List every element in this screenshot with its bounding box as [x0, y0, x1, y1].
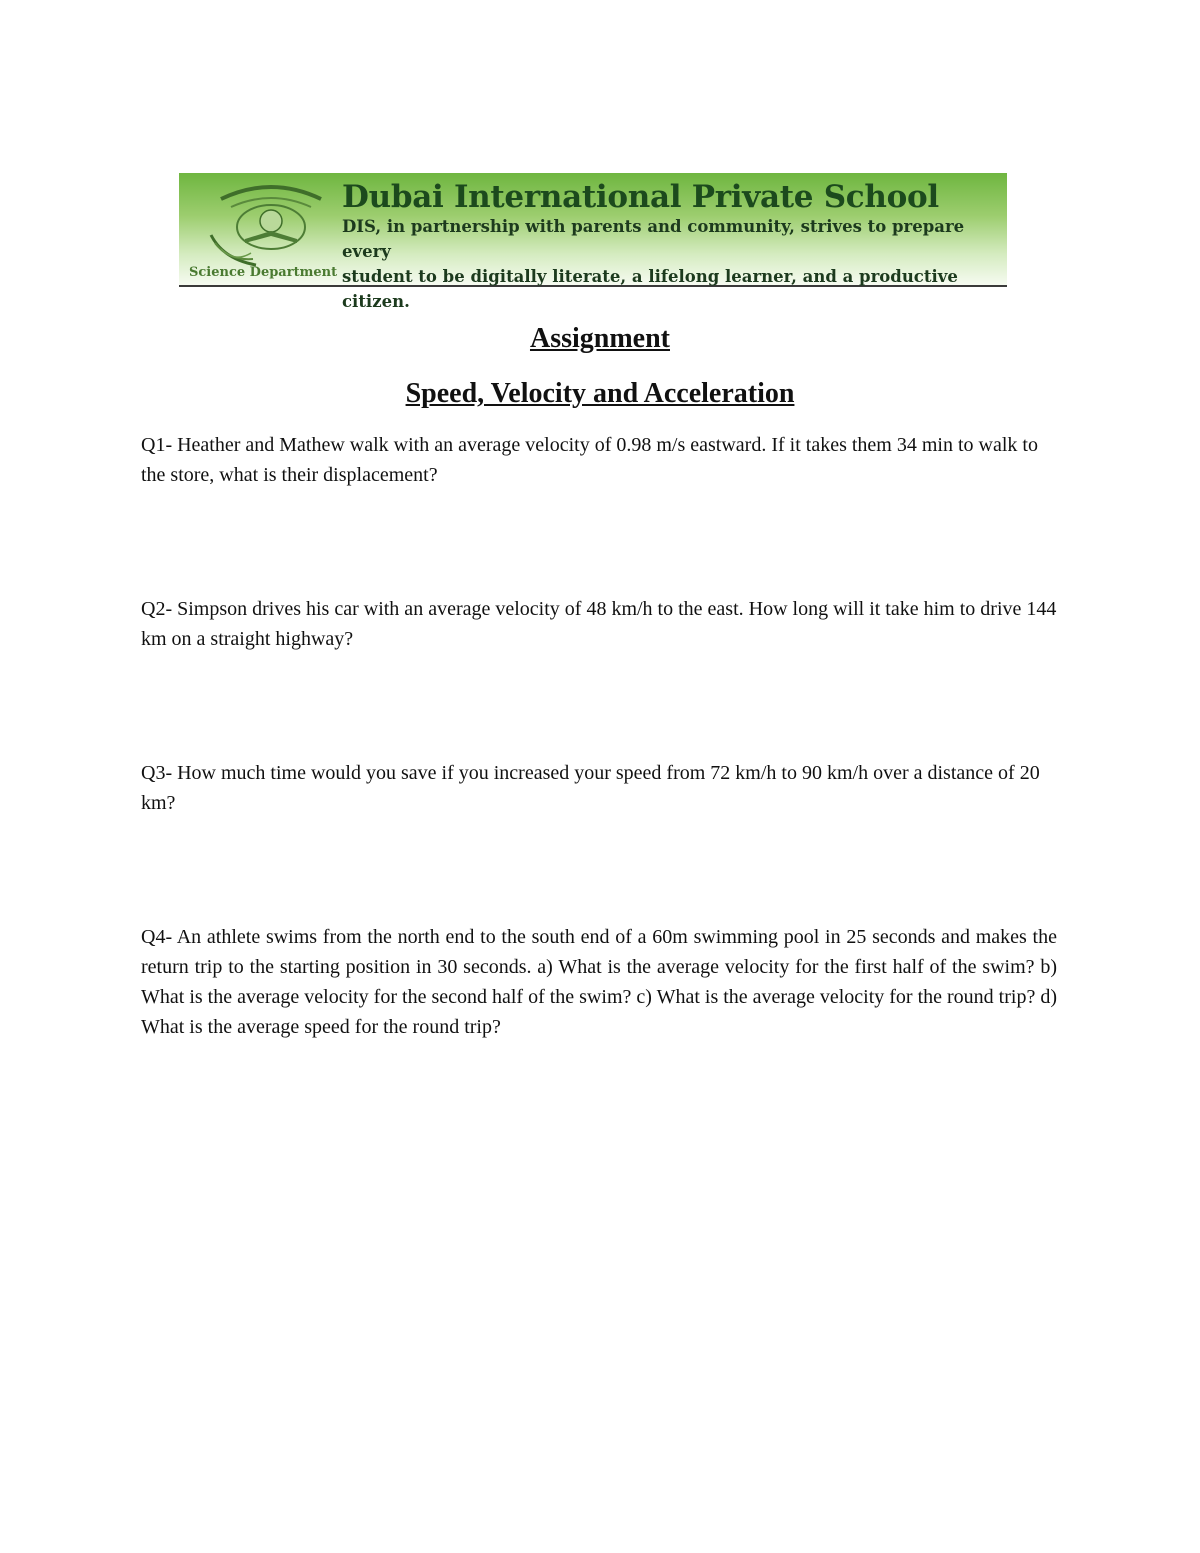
department-label: Science Department	[189, 265, 338, 280]
school-name: Dubai International Private School	[342, 179, 939, 215]
school-logo-icon	[201, 177, 341, 269]
assignment-subtitle: Speed, Velocity and Acceleration	[405, 378, 795, 409]
school-motto: DIS, in partnership with parents and community, strives to prepare every student to be digitally literate, a lifelong learner, and a productive citizen.	[342, 217, 965, 311]
question-4: Q4- An athlete swims from the north end to the south end of a 60m swimming pool in 25 seconds and makes the return trip to the starting position in 30 seconds. a) What is the average velocity for the first half of the swim? b) What is the average velocity for the second half of the swim? c) What is the average velocity for the round trip? d) What is the average speed for the round trip?	[141, 926, 1057, 1038]
question-3: Q3- How much time would you save if you increased your speed from 72 km/h to 90 km/h over a distance of 20 km?	[141, 762, 1040, 814]
question-2: Q2- Simpson drives his car with an average velocity of 48 km/h to the east. How long will it take him to drive 144 km on a straight highway?	[141, 598, 1057, 650]
question-1: Q1- Heather and Mathew walk with an average velocity of 0.98 m/s eastward. If it takes them 34 min to walk to the store, what is their displacement?	[141, 434, 1038, 486]
assignment-title: Assignment	[529, 323, 670, 354]
school-header-banner	[179, 173, 1007, 311]
